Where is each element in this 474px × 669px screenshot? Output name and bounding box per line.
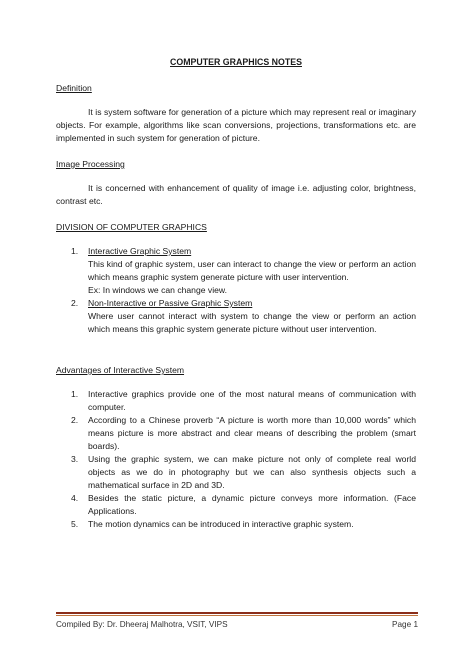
list-item-text: Using the graphic system, we can make picture not only of complete real world objects as we do in photography but we can also synthesis objects such a mathematical surface in 2D and 3D. <box>88 454 416 490</box>
list-item-title: Interactive Graphic System <box>88 246 192 256</box>
section-heading-advantages: Advantages of Interactive System <box>56 365 185 375</box>
footer-rule-thin <box>56 615 418 616</box>
list-item <box>56 388 416 414</box>
footer-credit: Compiled By: Dr. Dheeraj Malhotra, VSIT, VIPS <box>56 620 228 629</box>
advantages-list <box>56 388 416 531</box>
list-item <box>56 492 416 518</box>
document-title: COMPUTER GRAPHICS NOTES <box>170 57 302 67</box>
list-number: 4. <box>71 493 79 503</box>
list-number: 2. <box>71 415 79 425</box>
list-number: 1. <box>71 389 79 399</box>
list-number: 5. <box>71 519 79 529</box>
list-item-text: This kind of graphic system, user can interact to change the view or perform an action which means graphic system generate picture with user intervention. <box>88 259 416 282</box>
list-item-text: Interactive graphics provide one of the most natural means of communication with computer. <box>88 389 416 412</box>
section-heading-definition: Definition <box>56 83 92 93</box>
list-item-text: The motion dynamics can be introduced in interactive graphic system. <box>88 519 354 529</box>
list-item <box>56 297 416 336</box>
list-item-text: Where user cannot interact with system to change the view or perform an action which means this graphic system generate picture without user intervention. <box>88 311 416 334</box>
section-heading-division: DIVISION OF COMPUTER GRAPHICS <box>56 222 207 232</box>
page-number: Page 1 <box>392 620 418 629</box>
list-item-title: Non-Interactive or Passive Graphic System <box>88 298 253 308</box>
section-heading-image-processing: Image Processing <box>56 159 125 169</box>
list-item-example: Ex: In windows we can change view. <box>88 285 228 295</box>
list-item-text: Besides the static picture, a dynamic picture conveys more information. (Face Applications. <box>88 493 416 516</box>
footer-rule <box>56 612 418 614</box>
spacer <box>56 348 416 364</box>
definition-paragraph: It is system software for generation of a picture which may represent real or imaginary objects. For example, algorithms like scan conversions, projections, transformations etc. are implemented in such system for generation of picture. <box>56 107 416 143</box>
list-item <box>56 453 416 492</box>
list-item <box>56 414 416 453</box>
list-item <box>56 245 416 297</box>
document-page <box>56 56 416 543</box>
list-number: 3. <box>71 454 79 464</box>
list-number: 1. <box>71 246 79 256</box>
list-number: 2. <box>71 298 79 308</box>
list-item-text: According to a Chinese proverb “A picture is worth more than 10,000 words” which means picture is more abstract and clear means of describing the problem (smart boards). <box>88 415 416 451</box>
image-processing-paragraph: It is concerned with enhancement of quality of image i.e. adjusting color, brightness, contrast etc. <box>56 183 416 206</box>
division-list <box>56 245 416 336</box>
list-item <box>56 518 416 531</box>
